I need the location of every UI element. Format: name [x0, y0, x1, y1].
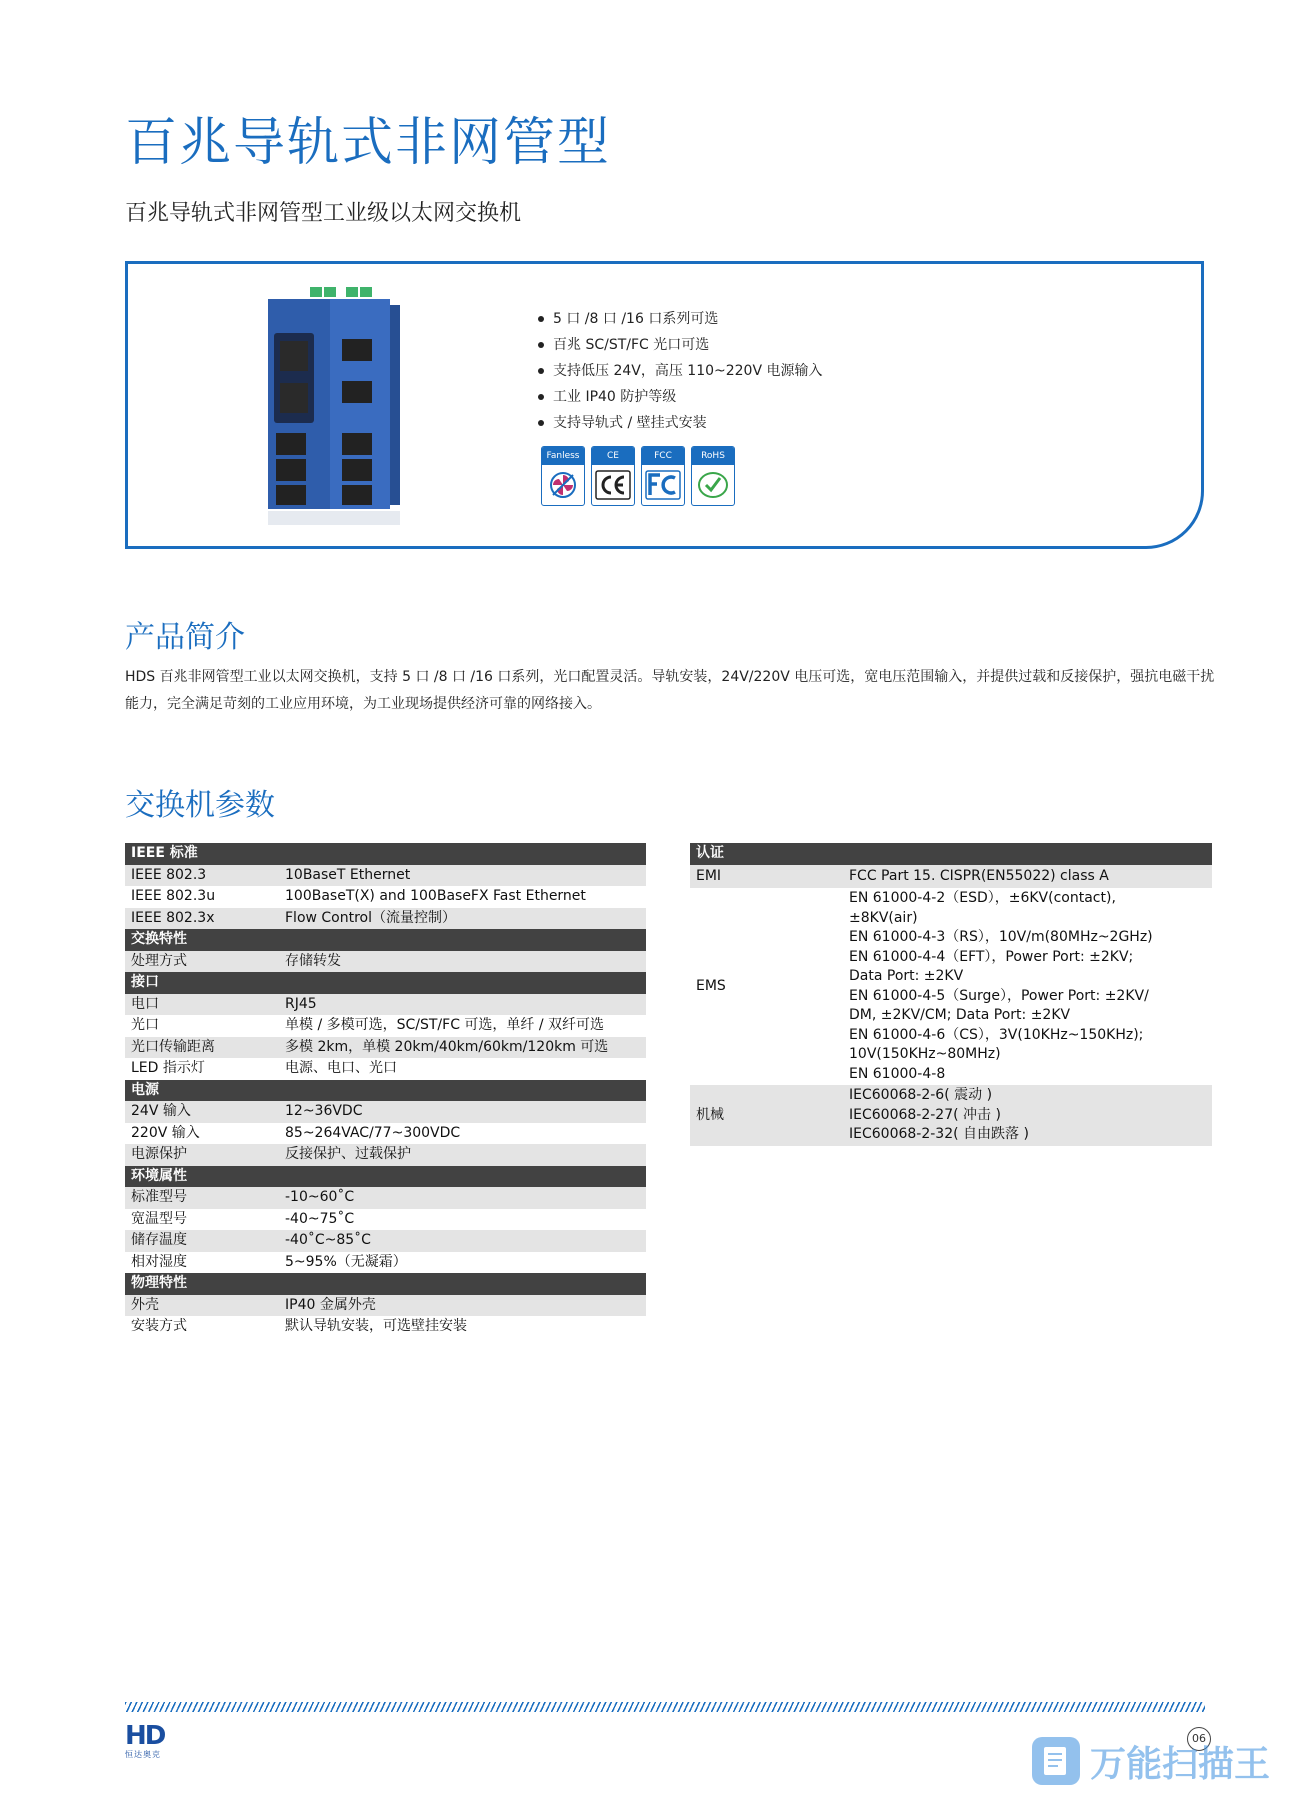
- switch-device-image: [262, 283, 404, 533]
- spec-row: [125, 994, 646, 1016]
- spec-label: 24V 输入: [125, 1101, 279, 1123]
- spec-row: [125, 886, 646, 908]
- footer-divider: [125, 1702, 1205, 1712]
- spec-label: 相对湿度: [125, 1252, 279, 1274]
- spec-value: -10~60˚C: [279, 1187, 646, 1209]
- spec-label: 储存温度: [125, 1230, 279, 1252]
- cert-badge-fanless: Fanless: [541, 446, 585, 506]
- spec-label: IEEE 802.3u: [125, 886, 279, 908]
- spec-value: 10BaseT Ethernet: [279, 865, 646, 887]
- spec-row: [125, 1058, 646, 1080]
- spec-value: 5~95%（无凝霜）: [279, 1252, 646, 1274]
- section-label: 交换特性: [125, 929, 646, 951]
- spec-section-header: [125, 929, 646, 951]
- spec-value: 默认导轨安装，可选壁挂安装: [279, 1316, 646, 1338]
- spec-label: 光口: [125, 1015, 279, 1037]
- cert-value: [843, 1085, 1212, 1146]
- spec-value: 存储转发: [279, 951, 646, 973]
- cert-badge-rohs: RoHS: [691, 446, 735, 506]
- cert-value-line: Data Port: ±2KV: [849, 968, 964, 984]
- cert-badges: [541, 446, 735, 506]
- feature-item: 支持导轨式 / 壁挂式安装: [538, 410, 823, 436]
- spec-label: 电口: [125, 994, 279, 1016]
- fcc-mark-icon: [645, 470, 681, 500]
- section-label: IEEE 标准: [125, 843, 646, 865]
- cert-value: [843, 888, 1212, 1085]
- ce-mark-icon: [595, 470, 631, 500]
- section-label: 接口: [125, 972, 646, 994]
- spec-value: 电源、电口、光口: [279, 1058, 646, 1080]
- scanner-app-icon: [1030, 1735, 1082, 1787]
- cert-section-header: [690, 843, 1212, 865]
- spec-row: [125, 908, 646, 930]
- cert-value-line: ±8KV(air): [849, 909, 918, 926]
- section-label: 电源: [125, 1080, 646, 1102]
- cert-value-line: IEC60068-2-27( 冲击 ): [849, 1106, 1001, 1123]
- rohs-check-icon: [697, 470, 729, 500]
- spec-row: [125, 1252, 646, 1274]
- page-title: 百兆导轨式非网管型: [125, 113, 612, 173]
- bullet-icon: [538, 394, 544, 400]
- cert-value-line: EN 61000-4-4（EFT），Power Port: ±2KV;: [849, 948, 1134, 965]
- spec-row: [125, 1316, 646, 1338]
- spec-label: IEEE 802.3: [125, 865, 279, 887]
- feature-list: [538, 306, 823, 436]
- spec-value: 反接保护、过载保护: [279, 1144, 646, 1166]
- spec-value: 多模 2km，单模 20km/40km/60km/120km 可选: [279, 1037, 646, 1059]
- spec-section-header: [125, 1166, 646, 1188]
- cert-badge-fcc: FCC: [641, 446, 685, 506]
- cert-label: EMS: [690, 888, 843, 1085]
- spec-value: -40~75˚C: [279, 1209, 646, 1231]
- cert-badge-ce: CE: [591, 446, 635, 506]
- spec-row: [125, 1015, 646, 1037]
- intro-paragraph: HDS 百兆非网管型工业以太网交换机，支持 5 口 /8 口 /16 口系列，光口配置灵活。导轨安装，24V/220V 电压可选，宽电压范围输入，并提供过载和反接保护，强抗电磁干扰能力，完全满足苛刻的工业应用环境，为工业现场提供经济可靠的网络接入。: [125, 669, 1215, 712]
- spec-label: IEEE 802.3x: [125, 908, 279, 930]
- spec-section-header: [125, 972, 646, 994]
- spec-section-header: [125, 1080, 646, 1102]
- cert-value-line: EN 61000-4-6（CS），3V(10KHz~150KHz);: [849, 1026, 1144, 1043]
- cert-row: [690, 888, 1212, 1085]
- intro-heading: 产品简介: [125, 620, 245, 655]
- spec-value: 12~36VDC: [279, 1101, 646, 1123]
- spec-value: 85~264VAC/77~300VDC: [279, 1123, 646, 1145]
- section-label: 认证: [690, 843, 1212, 865]
- spec-label: 标准型号: [125, 1187, 279, 1209]
- feature-item: 5 口 /8 口 /16 口系列可选: [538, 306, 823, 332]
- spec-label: 电源保护: [125, 1144, 279, 1166]
- spec-value: IP40 金属外壳: [279, 1295, 646, 1317]
- cert-label: 机械: [690, 1085, 843, 1146]
- spec-row: [125, 951, 646, 973]
- feature-item: 百兆 SC/ST/FC 光口可选: [538, 332, 823, 358]
- bullet-icon: [538, 368, 544, 374]
- cert-value-line: FCC Part 15. CISPR(EN55022) class A: [849, 867, 1109, 884]
- cert-value-line: DM, ±2KV/CM; Data Port: ±2KV: [849, 1007, 1071, 1023]
- cert-row: [690, 1085, 1212, 1146]
- spec-section-header: [125, 843, 646, 865]
- cert-row: [690, 865, 1212, 889]
- cert-value-line: EN 61000-4-3（RS），10V/m(80MHz~2GHz): [849, 929, 1153, 945]
- spec-label: 光口传输距离: [125, 1037, 279, 1059]
- cert-value-line: IEC60068-2-6( 震动 ): [849, 1087, 993, 1103]
- spec-value: 100BaseT(X) and 100BaseFX Fast Ethernet: [279, 886, 646, 908]
- spec-value: 单模 / 多模可选，SC/ST/FC 可选，单纤 / 双纤可选: [279, 1015, 646, 1037]
- watermark: 万能扫描王: [1030, 1735, 1270, 1787]
- section-label: 环境属性: [125, 1166, 646, 1188]
- spec-label: 宽温型号: [125, 1209, 279, 1231]
- bullet-icon: [538, 316, 544, 322]
- cert-value-line: EN 61000-4-2（ESD），±6KV(contact),: [849, 890, 1116, 906]
- spec-value: Flow Control（流量控制）: [279, 908, 646, 930]
- feature-item: 支持低压 24V，高压 110~220V 电源输入: [538, 358, 823, 384]
- company-logo: HD 恒达奥克: [125, 1721, 165, 1759]
- spec-label: 安装方式: [125, 1316, 279, 1338]
- spec-table-right: [690, 843, 1212, 1146]
- params-heading: 交换机参数: [125, 788, 275, 823]
- spec-label: LED 指示灯: [125, 1058, 279, 1080]
- cert-value: [843, 865, 1212, 889]
- page-number: 06: [1187, 1727, 1211, 1751]
- spec-table-left: [125, 843, 646, 1338]
- spec-label: 220V 输入: [125, 1123, 279, 1145]
- spec-row: [125, 1123, 646, 1145]
- spec-section-header: [125, 1273, 646, 1295]
- cert-value-line: EN 61000-4-8: [849, 1065, 946, 1082]
- spec-row: [125, 1230, 646, 1252]
- cert-value-line: EN 61000-4-5（Surge），Power Port: ±2KV/: [849, 987, 1149, 1004]
- bullet-icon: [538, 420, 544, 426]
- spec-row: [125, 1209, 646, 1231]
- page-subtitle: 百兆导轨式非网管型工业级以太网交换机: [125, 201, 522, 226]
- spec-label: 处理方式: [125, 951, 279, 973]
- spec-row: [125, 865, 646, 887]
- spec-row: [125, 1144, 646, 1166]
- spec-row: [125, 1187, 646, 1209]
- cert-value-line: 10V(150KHz~80MHz): [849, 1046, 1001, 1062]
- feature-item: 工业 IP40 防护等级: [538, 384, 823, 410]
- spec-label: 外壳: [125, 1295, 279, 1317]
- bullet-icon: [538, 342, 544, 348]
- cert-value-line: IEC60068-2-32( 自由跌落 ): [849, 1126, 1029, 1142]
- fan-icon: [548, 470, 578, 500]
- section-label: 物理特性: [125, 1273, 646, 1295]
- spec-row: [125, 1037, 646, 1059]
- spec-row: [125, 1101, 646, 1123]
- spec-value: RJ45: [279, 994, 646, 1016]
- spec-row: [125, 1295, 646, 1317]
- spec-value: -40˚C~85˚C: [279, 1230, 646, 1252]
- cert-label: EMI: [690, 865, 843, 889]
